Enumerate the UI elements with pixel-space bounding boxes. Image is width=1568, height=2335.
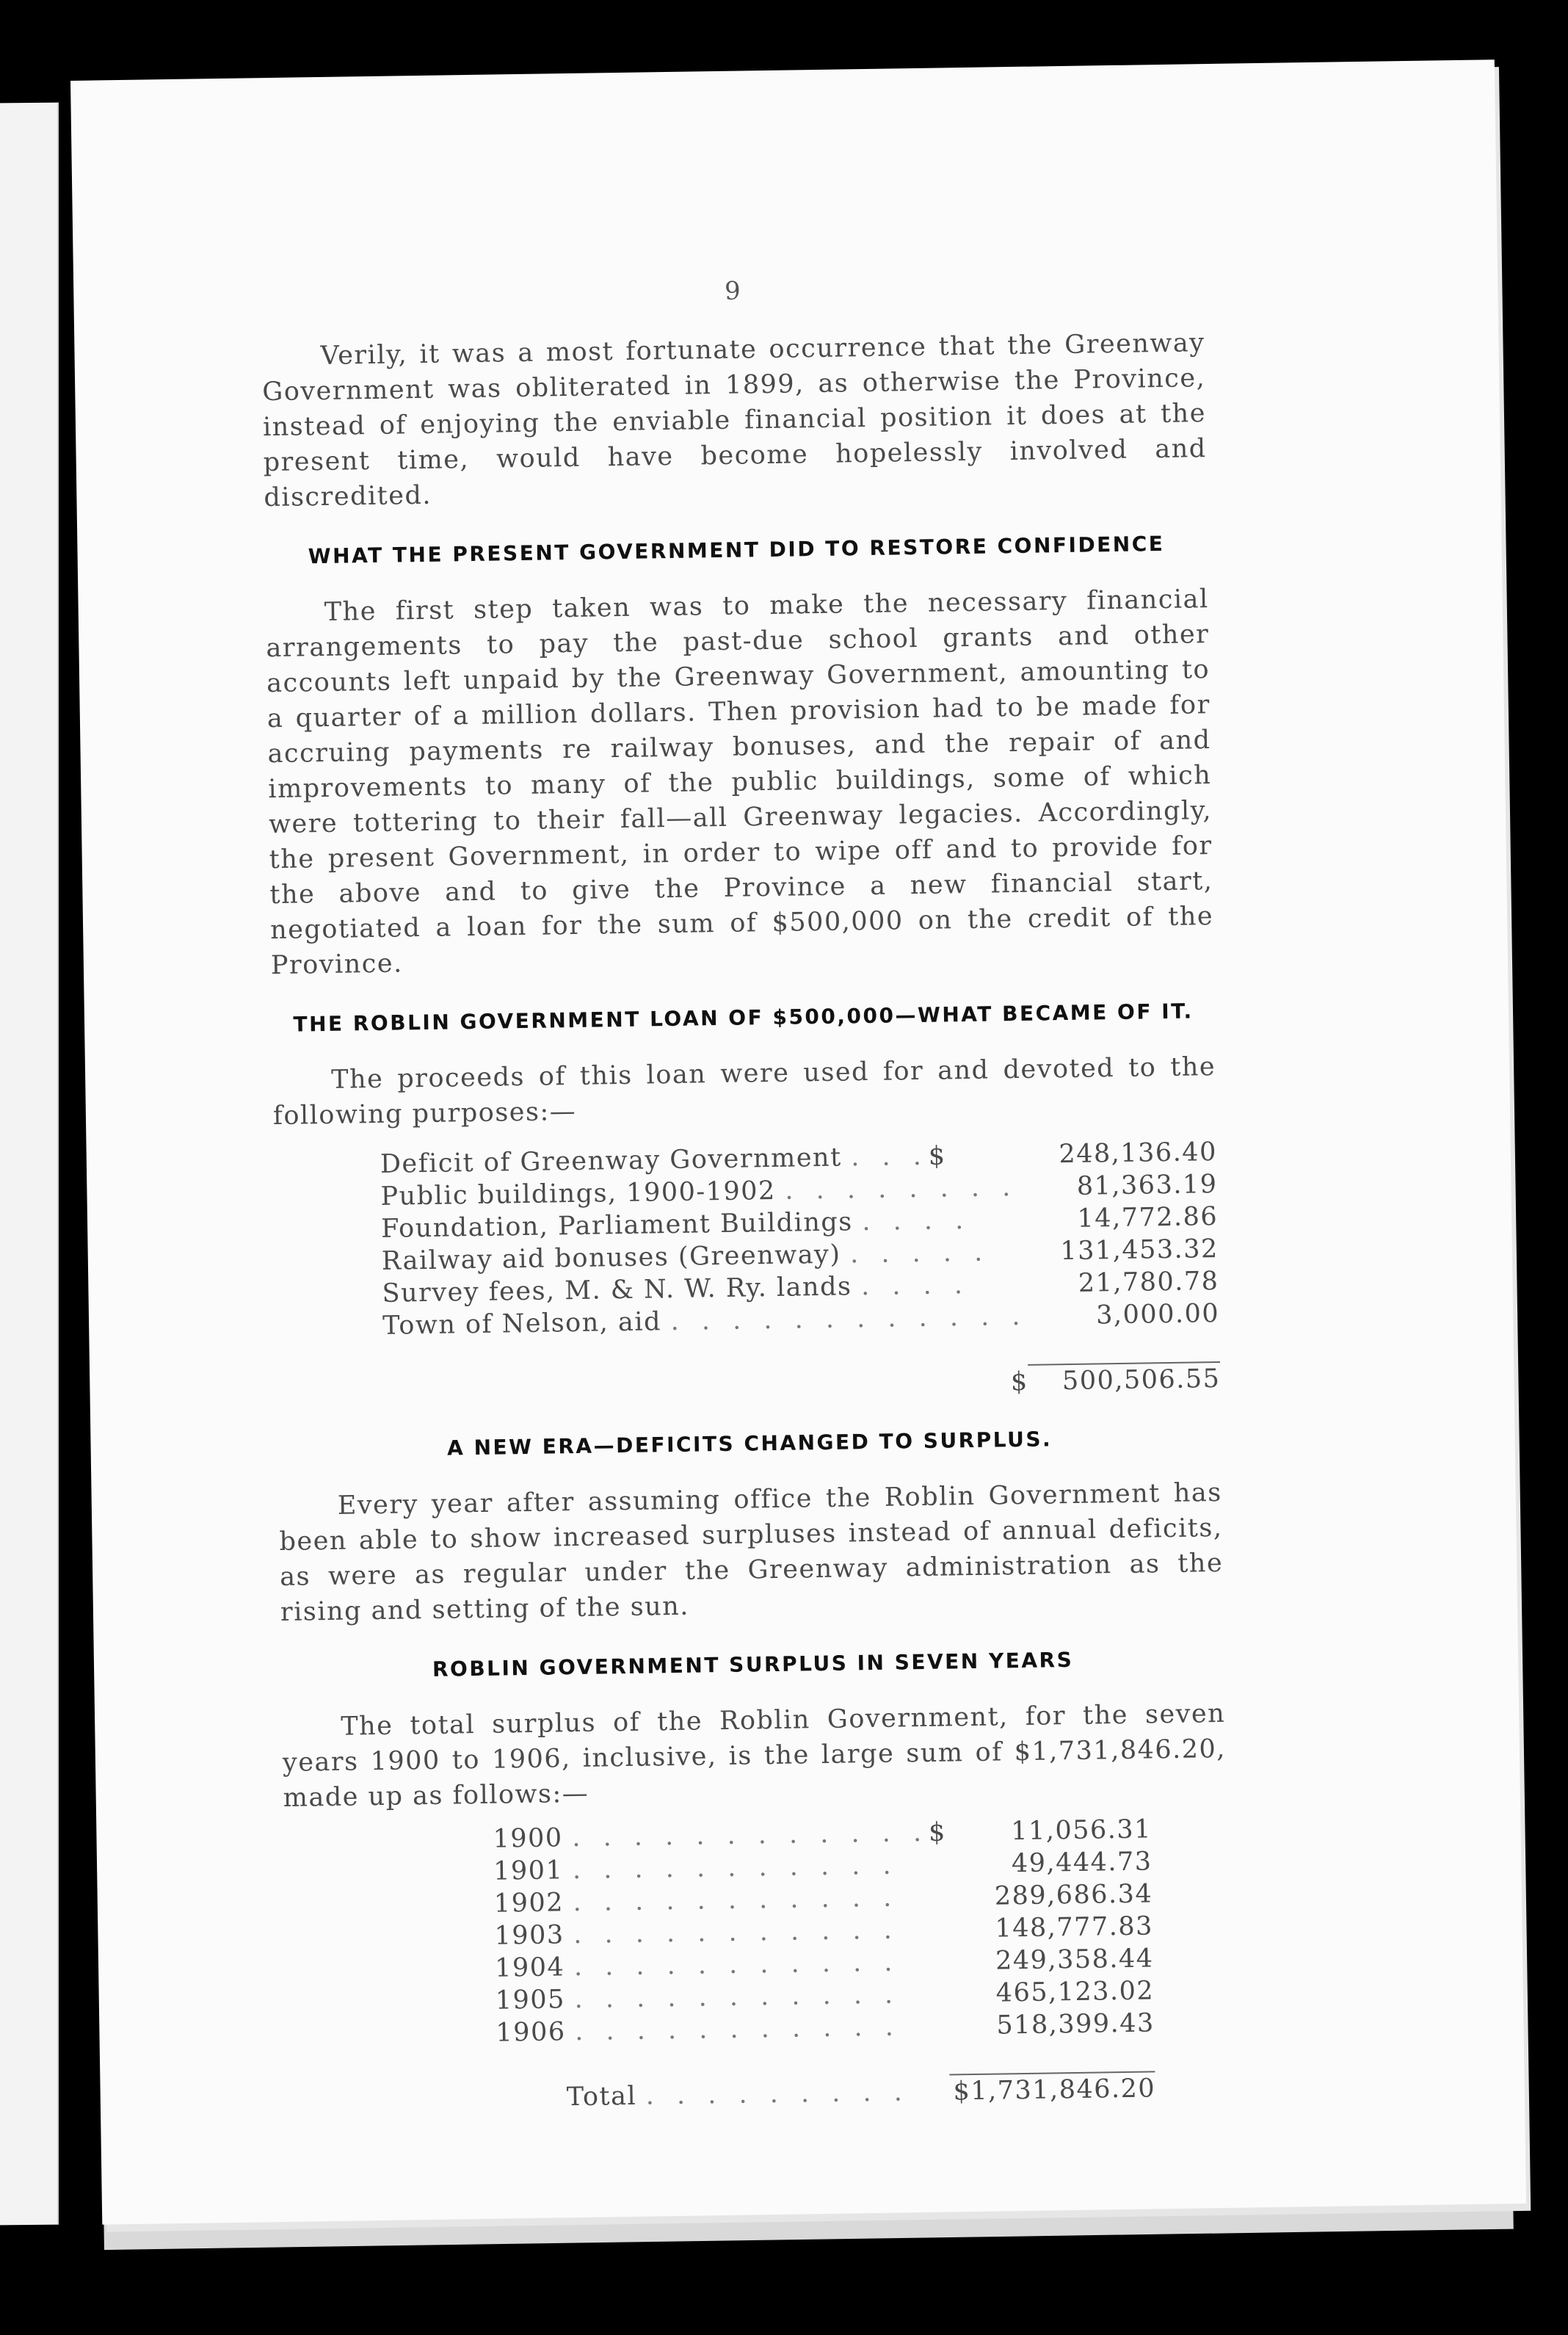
- loan-item-label: Town of Nelson, aid: [382, 1307, 662, 1341]
- dot-leader: . . . . . . . . . . .: [573, 1947, 900, 1983]
- loan-item-amount: 21,780.78: [1078, 1266, 1219, 1298]
- new-era-paragraph: Every year after assuming office the Roblin Government has been able to show increased surpluses instead of annual deficits, as were as regular under the Greenway administration as the rising and setting of the sun.: [279, 1477, 1224, 1627]
- year-label: 1902: [493, 1888, 565, 1919]
- currency-symbol: $: [1010, 1366, 1029, 1397]
- dot-leader: . . . . . . . . . . . .: [670, 1301, 1028, 1337]
- loan-item-amount: 14,772.86: [1077, 1201, 1219, 1234]
- section-heading-restore-confidence: WHAT THE PRESENT GOVERNMENT DID TO RESTORE CONFIDENCE: [308, 531, 1165, 569]
- year-label: 1901: [493, 1856, 564, 1886]
- year-label: 1903: [494, 1920, 565, 1951]
- loan-purposes-table: [380, 1136, 1221, 1408]
- page-number: 9: [724, 276, 741, 306]
- section-heading-new-era: A NEW ERA—DEFICITS CHANGED TO SURPLUS.: [446, 1427, 1053, 1460]
- loan-item-amount: 131,453.32: [1060, 1234, 1219, 1267]
- loan-item-label: Survey fees, M. & N. W. Ry. lands: [382, 1272, 852, 1308]
- dot-leader: . . .: [850, 1141, 929, 1173]
- year-amount: 148,777.83: [995, 1911, 1154, 1944]
- loan-item-label: Deficit of Greenway Government: [380, 1143, 842, 1179]
- year-label: 1900: [493, 1823, 563, 1854]
- dot-leader: . . . . . . . . . . .: [574, 2012, 901, 2047]
- section-heading-loan: THE ROBLIN GOVERNMENT LOAN OF $500,000—WHAT BECAME OF IT.: [293, 999, 1194, 1037]
- year-label: 1906: [496, 2017, 566, 2048]
- page-content: [261, 269, 1231, 2118]
- dot-leader: . . . . . . . . . . .: [573, 1915, 900, 1950]
- year-amount: 289,686.34: [994, 1879, 1153, 1911]
- facing-page-edge: [0, 103, 59, 2226]
- year-amount: 465,123.02: [995, 1976, 1155, 2008]
- dot-leader: . . . .: [860, 1270, 970, 1302]
- dot-leader: . . . . . . . .: [785, 1173, 1018, 1206]
- loan-item-amount: 81,363.19: [1076, 1169, 1218, 1201]
- currency-symbol: $: [928, 1817, 947, 1847]
- loan-item-amount: 248,136.40: [1059, 1137, 1218, 1170]
- year-label: 1905: [495, 1985, 566, 2016]
- section-heading-surplus: ROBLIN GOVERNMENT SURPLUS IN SEVEN YEARS: [432, 1647, 1074, 1681]
- dot-leader: . . . . . . . . .: [645, 2077, 910, 2111]
- surplus-paragraph: The total surplus of the Roblin Government, for the seven years 1900 to 1906, inclusive, is the large sum of $1,731,846.20, made up as follows:—: [282, 1698, 1227, 1813]
- currency-symbol: $: [928, 1141, 946, 1171]
- loan-item-label: Public buildings, 1900-1902: [380, 1176, 777, 1212]
- dot-leader: . . . .: [862, 1205, 971, 1237]
- loan-item-amount: 3,000.00: [1095, 1298, 1220, 1331]
- dot-leader: . . . . . . . . . . .: [572, 1850, 899, 1886]
- loan-item-label: Railway aid bonuses (Greenway): [381, 1239, 841, 1276]
- dot-leader: . . . . . . . . . . .: [574, 1980, 901, 2015]
- dot-leader: . . . . .: [849, 1237, 990, 1270]
- dot-leader: . . . . . . . . . . . .: [571, 1817, 929, 1853]
- loan-paragraph: The proceeds of this loan were used for and devoted to the following purposes:—: [272, 1052, 1216, 1132]
- total-label: Total: [566, 2081, 637, 2112]
- year-amount: 249,358.44: [995, 1944, 1154, 1976]
- surplus-total-amount: $1,731,846.20: [953, 2074, 1156, 2107]
- document-page: [70, 59, 1526, 2224]
- year-label: 1904: [494, 1952, 565, 1983]
- restore-confidence-paragraph: The first step taken was to make the necessary financial arrangements to pay the past-due school grants and other accounts left unpaid by the Greenway Government, amounting to a quarter of a million dollars. Then provision had to be made for accruing payments re railway bonuses, and the repair of and improvements to many of the public buildings, some of which were tottering to their fall—all Greenway legacies. Accordingly, the present Government, in order to wipe off and to provide for the above and to give the Province a new financial start, negotiated a loan for the sum of $500,000 on the credit of the Province.: [266, 584, 1214, 981]
- surplus-years-table: [493, 1813, 1155, 2114]
- dot-leader: . . . . . . . . . . .: [573, 1883, 899, 1918]
- year-amount: 49,444.73: [1011, 1847, 1153, 1879]
- loan-item-label: Foundation, Parliament Buildings: [380, 1207, 854, 1244]
- intro-paragraph: Verily, it was a most fortunate occurrence that the Greenway Government was obliterated in 1899, as otherwise the Province, instead of enjoying the enviable financial position it does at the present time, would have become hopelessly involved and discredited.: [262, 328, 1207, 513]
- year-amount: 518,399.43: [996, 2008, 1155, 2041]
- year-amount: 11,056.31: [1010, 1814, 1153, 1847]
- loan-total-amount: 500,506.55: [1061, 1364, 1221, 1397]
